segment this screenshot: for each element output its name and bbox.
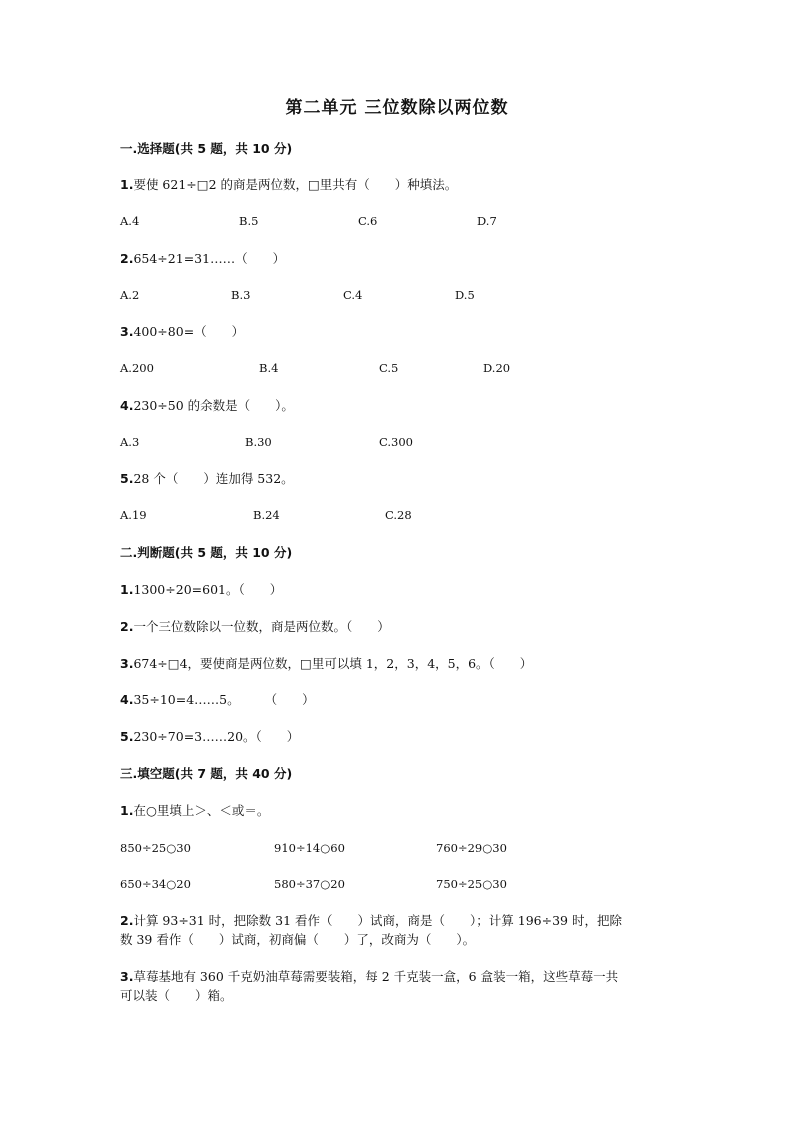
question-text: 1300÷20=601。（ ） bbox=[133, 582, 283, 597]
question bbox=[120, 658, 532, 671]
option: A.200 bbox=[120, 361, 154, 375]
question-text: 草莓基地有 360 千克奶油草莓需要装箱，每 2 千克装一盒，6 盒装一箱，这些草莓一共 bbox=[133, 969, 619, 984]
option: B.4 bbox=[259, 361, 279, 375]
question-number: 1. bbox=[120, 582, 134, 597]
option: A.2 bbox=[120, 288, 140, 302]
question-number: 1. bbox=[120, 177, 134, 192]
option: C.4 bbox=[343, 288, 363, 302]
question-number: 4. bbox=[120, 398, 134, 413]
question-number: 2. bbox=[120, 619, 134, 634]
section-heading-judgement: 二.判断题(共 5 题，共 10 分) bbox=[120, 545, 293, 560]
option: C.300 bbox=[379, 435, 413, 449]
question-number: 5. bbox=[120, 729, 134, 744]
question bbox=[120, 253, 285, 266]
option: B.3 bbox=[231, 288, 251, 302]
option: B.30 bbox=[245, 435, 272, 449]
option: C.5 bbox=[379, 361, 399, 375]
question-text: 要使 621÷□2 的商是两位数，□里共有（ ）种填法。 bbox=[133, 177, 458, 192]
question-continuation: 可以装（ ）箱。 bbox=[120, 988, 233, 1003]
question-number: 2. bbox=[120, 251, 134, 266]
question bbox=[120, 694, 315, 707]
question bbox=[120, 584, 282, 597]
question-text: 674÷□4，要使商是两位数，□里可以填 1，2，3，4，5，6。（ ） bbox=[133, 656, 533, 671]
question-text: 35÷10=4……5。 （ ） bbox=[133, 692, 315, 707]
question bbox=[120, 805, 269, 818]
option: B.5 bbox=[239, 214, 259, 228]
question bbox=[120, 731, 299, 744]
question bbox=[120, 473, 294, 486]
question-text: 230÷50 的余数是（ ）。 bbox=[133, 398, 294, 413]
question-text: 计算 93÷31 时，把除数 31 看作（ ）试商，商是（ ）；计算 196÷39 时，把除 bbox=[133, 913, 622, 928]
question-number: 3. bbox=[120, 969, 134, 984]
section-heading-choice: 一.选择题(共 5 题，共 10 分) bbox=[120, 141, 293, 156]
comparison-item: 750÷25○30 bbox=[436, 877, 507, 891]
comparison-item: 850÷25○30 bbox=[120, 841, 191, 855]
comparison-item: 580÷37○20 bbox=[274, 877, 345, 891]
question-number: 3. bbox=[120, 324, 134, 339]
question-number: 4. bbox=[120, 692, 134, 707]
option: D.20 bbox=[483, 361, 511, 375]
question-text: 一个三位数除以一位数，商是两位数。（ ） bbox=[133, 619, 390, 634]
option: B.24 bbox=[253, 508, 280, 522]
option: A.4 bbox=[120, 214, 140, 228]
option: C.28 bbox=[385, 508, 412, 522]
question-text: 230÷70=3……20。（ ） bbox=[133, 729, 300, 744]
option: A.19 bbox=[120, 508, 147, 522]
option: A.3 bbox=[120, 435, 140, 449]
option: D.5 bbox=[455, 288, 475, 302]
comparison-item: 760÷29○30 bbox=[436, 841, 507, 855]
question bbox=[120, 915, 622, 928]
question-text: 在○里填上＞、＜或＝。 bbox=[133, 803, 270, 818]
option: C.6 bbox=[358, 214, 378, 228]
question bbox=[120, 326, 244, 339]
question-text: 28 个（ ）连加得 532。 bbox=[133, 471, 294, 486]
option: D.7 bbox=[477, 214, 497, 228]
question bbox=[120, 179, 457, 192]
question-number: 5. bbox=[120, 471, 134, 486]
question-text: 654÷21=31……（ ） bbox=[133, 251, 286, 266]
question-number: 3. bbox=[120, 656, 134, 671]
question-number: 1. bbox=[120, 803, 134, 818]
section-heading-fill-in: 三.填空题(共 7 题，共 40 分) bbox=[120, 766, 293, 781]
comparison-item: 650÷34○20 bbox=[120, 877, 191, 891]
comparison-item: 910÷14○60 bbox=[274, 841, 345, 855]
question bbox=[120, 971, 618, 984]
question-text: 400÷80=（ ） bbox=[133, 324, 245, 339]
question-continuation: 数 39 看作（ ）试商，初商偏（ ）了，改商为（ ）。 bbox=[120, 932, 476, 947]
question bbox=[120, 621, 390, 634]
question bbox=[120, 400, 294, 413]
question-number: 2. bbox=[120, 913, 134, 928]
page-title: 第二单元 三位数除以两位数 bbox=[285, 98, 509, 118]
